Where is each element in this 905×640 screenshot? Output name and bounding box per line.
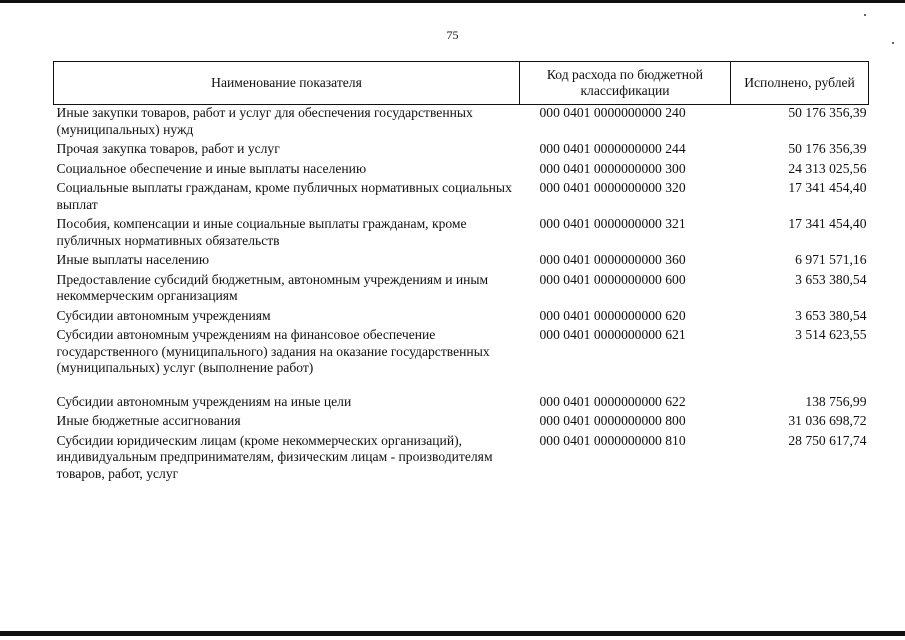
table-row bbox=[54, 216, 869, 252]
row-amount: 50 176 356,39 bbox=[788, 105, 867, 120]
row-amount: 6 971 571,16 bbox=[795, 252, 867, 267]
row-code: 000 0401 0000000000 621 bbox=[539, 327, 686, 342]
row-amount: 24 313 025,56 bbox=[788, 160, 867, 176]
header-code: Код расхода по бюджетной классификации bbox=[520, 62, 731, 105]
row-name: Иные бюджетные ассигнования bbox=[56, 413, 241, 428]
row-amount: 3 653 380,54 bbox=[795, 307, 867, 323]
table-row bbox=[54, 433, 869, 486]
row-code: 000 0401 0000000000 810 bbox=[539, 432, 686, 448]
row-amount: 138 756,99 bbox=[805, 393, 867, 409]
row-code: 000 0401 0000000000 320 bbox=[539, 180, 686, 195]
page-number: 75 bbox=[446, 28, 459, 42]
row-code: 000 0401 0000000000 300 bbox=[539, 160, 686, 176]
table-row bbox=[54, 327, 869, 394]
table-row bbox=[54, 105, 869, 142]
row-amount: 50 176 356,39 bbox=[788, 141, 867, 156]
table-row bbox=[54, 272, 869, 308]
row-name: Прочая закупка товаров, работ и услуг bbox=[56, 141, 280, 156]
row-name: Пособия, компенсации и иные социальные выплаты гражданам, кроме публичных нормативных обязательств bbox=[56, 216, 467, 248]
row-name: Субсидии автономным учреждениям на финансовое обеспечение государственного (муниципального) задания на оказание государственных (муниципальных) услуг (выполнение работ) bbox=[56, 327, 490, 375]
row-name: Социальные выплаты гражданам, кроме публичных нормативных социальных выплат bbox=[56, 180, 512, 212]
row-code: 000 0401 0000000000 800 bbox=[539, 413, 686, 428]
header-name: Наименование показателя bbox=[54, 62, 520, 105]
row-amount: 28 750 617,74 bbox=[788, 432, 867, 448]
row-code: 000 0401 0000000000 240 bbox=[539, 105, 686, 120]
row-code: 000 0401 0000000000 360 bbox=[539, 252, 686, 267]
table-row bbox=[54, 180, 869, 216]
scan-bottom-border bbox=[0, 631, 905, 636]
table-row bbox=[54, 141, 869, 161]
table-row bbox=[54, 413, 869, 433]
scan-speck bbox=[864, 14, 866, 16]
table-header-row bbox=[54, 62, 869, 105]
row-code: 000 0401 0000000000 321 bbox=[539, 216, 686, 231]
row-code: 000 0401 0000000000 244 bbox=[539, 141, 686, 156]
row-amount: 17 341 454,40 bbox=[788, 180, 867, 195]
row-amount: 31 036 698,72 bbox=[788, 413, 867, 428]
table-row bbox=[54, 161, 869, 181]
row-name: Субсидии автономным учреждениям на иные цели bbox=[56, 393, 352, 409]
row-name: Иные выплаты населению bbox=[56, 252, 209, 267]
scan-top-border bbox=[0, 0, 905, 3]
row-amount: 3 653 380,54 bbox=[795, 271, 867, 287]
table-row bbox=[54, 252, 869, 272]
row-name: Предоставление субсидий бюджетным, автономным учреждениям и иным некоммерческим организациям bbox=[56, 271, 489, 303]
row-code: 000 0401 0000000000 622 bbox=[539, 393, 686, 409]
table-row bbox=[54, 394, 869, 414]
row-name: Субсидии юридическим лицам (кроме некоммерческих организаций), индивидуальным предпринимателям, физическим лицам - производителям товаров, работ, услуг bbox=[56, 432, 493, 481]
row-name: Субсидии автономным учреждениям bbox=[56, 307, 271, 323]
scan-speck bbox=[892, 42, 894, 44]
row-name: Иные закупки товаров, работ и услуг для обеспечения государственных (муниципальных) нужд bbox=[56, 105, 473, 137]
header-amount: Исполнено, рублей bbox=[731, 62, 869, 105]
expenditure-table bbox=[53, 61, 869, 485]
table-row bbox=[54, 308, 869, 328]
row-amount: 17 341 454,40 bbox=[788, 216, 867, 231]
row-code: 000 0401 0000000000 620 bbox=[539, 307, 686, 323]
row-amount: 3 514 623,55 bbox=[795, 327, 867, 342]
row-code: 000 0401 0000000000 600 bbox=[539, 271, 686, 287]
row-name: Социальное обеспечение и иные выплаты населению bbox=[56, 160, 367, 176]
